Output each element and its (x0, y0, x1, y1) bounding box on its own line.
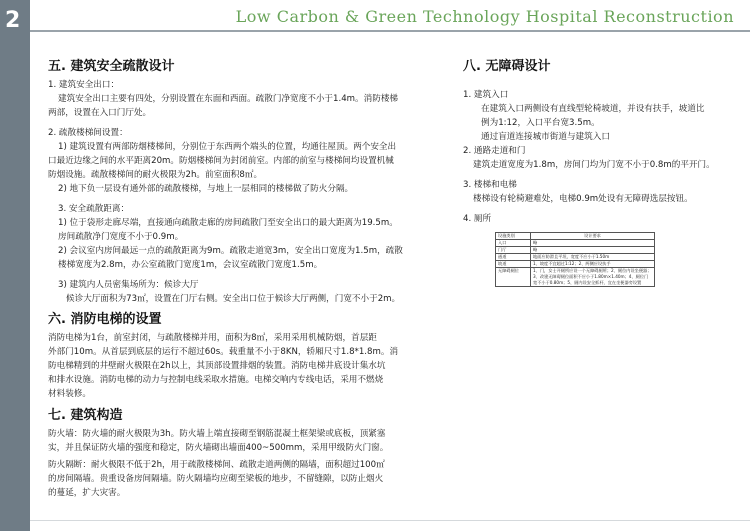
table-cell: 通道 (496, 254, 531, 261)
accessibility-table (495, 232, 655, 287)
text-line: 防火隔断：耐火极限不低于2h，用于疏散楼梯间、疏散走道两侧的隔墙，面积超过100㎡ (48, 460, 385, 470)
table-header-row (496, 233, 655, 240)
table-cell: 无障碍厕位 (496, 268, 531, 287)
right-column (463, 58, 735, 287)
text-line: 建筑走道宽度为1.8m，房间门均为门宽不小于0.8m的平开门。 (473, 160, 715, 170)
text-line: 2) 地下负一层设有通外部的疏散楼梯，与地上一层相同的楼梯做了防火分隔。 (58, 184, 354, 194)
header-title: Low Carbon & Green Technology Hospital Reconstruction (235, 7, 734, 26)
page-number-bar (0, 0, 30, 531)
page-number: 2 (5, 8, 21, 33)
text-line: 的房间隔墙。贵重设备房间隔墙。防火隔墙均应砌至梁板的地步，不留缝隙，以防止烟火 (48, 474, 384, 484)
table-cell: 略 (531, 240, 655, 247)
table-header-cell: 设计要求 (531, 233, 655, 240)
text-line: 3. 楼梯和电梯 (463, 180, 517, 190)
footer-strip (30, 520, 750, 531)
text-line: 建筑安全出口主要有四处，分别设置在东面和西面。疏散门净宽度不小于1.4m。消防楼梯 (58, 94, 399, 104)
text-line: 例为1:12，入口平台宽3.5m。 (481, 118, 600, 128)
text-line: 外部门10m。从首层到底层的运行不超过60s。载重量不小于8KN，轿厢尺寸1.8*1.8m。消 (48, 347, 399, 357)
text-line: 1. 建筑入口 (463, 90, 509, 100)
text-line: 通过盲道连接城市街道与建筑入口 (481, 132, 610, 142)
table-cell: 1、坡度不宜超过1:12；2、两侧应设扶手 (531, 261, 655, 268)
text-line: 3) 建筑内人员密集场所为：候诊大厅 (58, 280, 199, 290)
table-row (496, 268, 655, 287)
text-line: 在建筑入口两侧设有直线型轮椅坡道，并设有扶手，坡道比 (481, 104, 705, 114)
text-line: 材料装修。 (48, 389, 91, 399)
table-cell: 地面应防滑且平坦，宽度不应小于1.50m (531, 254, 655, 261)
table-header-cell: 设施类别 (496, 233, 531, 240)
text-line: 1. 建筑安全出口： (48, 80, 120, 90)
text-line: 防烟设施。疏散楼梯间的耐火极限为2h。前室面积8㎡。 (48, 170, 263, 180)
text-line: 防电梯精到的井壁耐火极限在2h以上，其顶部设置排烟的装置。消防电梯井底设计集水坑 (48, 361, 386, 371)
section-8-title: 八. 无障碍设计 (463, 59, 551, 74)
text-line: 防火墙：防火墙的耐火极限为3h。防火墙上端直接砌至钢筋混凝土框架梁或底板，顶紧塞 (48, 429, 386, 439)
table-row (496, 247, 655, 254)
text-line: 消防电梯为1台，前室封闭，与疏散楼梯并用，面积为8㎡，采用采用机械防烟，首层距 (48, 333, 377, 343)
text-line: 1) 建筑设置有两部防烟楼梯间，分别位于东西两个端头的位置，均通往屋顶。两个安全出 (58, 142, 397, 152)
text-line: 2. 通路走道和门 (463, 146, 526, 156)
text-line: 1) 位于袋形走廊尽端，直接通向疏散走廊的房间疏散门至安全出口的最大距离为19.5m。 (58, 218, 398, 228)
table-cell: 1、门，女士开厕所应设一个无障碍厕所；2、厕位内设坐便器；3、改建无障碍厕位面积不应小于1.80m×1.40m；4、厕位门宽不小于0.80m；5、厕内设安全抓杆，宜在坐便器旁设置 (531, 268, 655, 287)
text-line: 楼梯设有轮椅避难处，电梯0.9m处设有无障碍选层按钮。 (473, 194, 693, 204)
text-line: 3. 安全疏散距离： (58, 204, 130, 214)
table-row (496, 261, 655, 268)
text-line: 4. 厕所 (463, 214, 492, 224)
table-row (496, 254, 655, 261)
text-line: 口最近边缘之间的水平距离20m。防烟楼梯间为封闭前室。内部的前室与楼梯间均设置机械 (48, 156, 394, 166)
table-cell: 门厅 (496, 247, 531, 254)
left-column (48, 58, 443, 500)
text-line: 实，并且保证防火墙的强度和稳定，防火墙砌出墙面400~500mm，采用甲级防火门窗。 (48, 443, 389, 453)
text-line: 候诊大厅面积为73㎡，设置在门厅右侧。安全出口位于候诊大厅两侧，门宽不小于2m。 (66, 294, 401, 304)
text-line: 的蔓延，扩大灾害。 (48, 488, 126, 498)
text-line: 房间疏散净门宽度不小于0.9m。 (58, 232, 184, 242)
text-line: 2. 疏散楼梯间设置： (48, 128, 128, 138)
section-5-title: 五. 建筑安全疏散设计 (48, 59, 175, 74)
text-line: 和排水设施。消防电梯的动力与控制电线采取水措施。电梯交响内专线电话，采用不燃烧 (48, 375, 384, 385)
section-6-title: 六. 消防电梯的设置 (48, 312, 162, 327)
text-line: 2) 会议室内房间最远一点的疏散距离为9m。疏散走道宽3m，安全出口宽度为1.5m，疏散 (58, 246, 403, 256)
section-7-title: 七. 建筑构造 (48, 408, 123, 423)
text-line: 楼梯宽度为2.8m，办公室疏散门宽度1m，会议室疏散门宽度1.5m。 (58, 260, 323, 270)
table-cell: 略 (531, 247, 655, 254)
table-cell: 入口 (496, 240, 531, 247)
table-row (496, 240, 655, 247)
text-line: 两部，设置在入口门厅处。 (48, 108, 152, 118)
header-divider (30, 30, 750, 32)
table-cell: 坡道 (496, 261, 531, 268)
